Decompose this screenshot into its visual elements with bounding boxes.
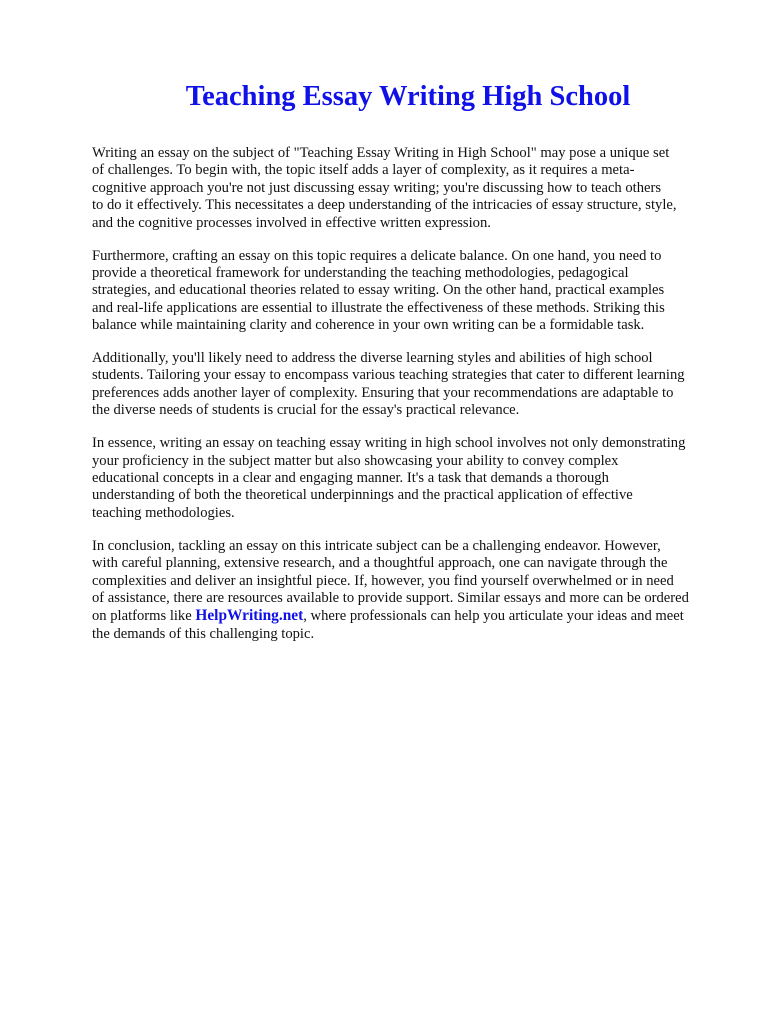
paragraph-essence: In essence, writing an essay on teaching essay writing in high school involves not only demonstrating your proficiency in the subject matter but also showcasing your ability to convey complex educational concepts in a clear and engaging manner. It's a task that demands a thorough understanding of both the theoretical underpinnings and the practical application of effective teaching methodologies. (92, 435, 686, 521)
paragraph-learning-styles: Additionally, you'll likely need to address the diverse learning styles and abilities of high school students. Tailoring your essay to encompass various teaching strategies that cater to different learning preferences adds another layer of complexity. Ensuring that your recommendations are adaptable to the diverse needs of students is crucial for the essay's practical relevance. (92, 350, 685, 419)
paragraph-conclusion (92, 538, 732, 643)
essay-body (92, 145, 732, 659)
page-title: Teaching Essay Writing High School (185, 81, 631, 112)
paragraph-balance: Furthermore, crafting an essay on this topic requires a delicate balance. On one hand, you need to provide a theoretical framework for understanding the teaching methodologies, pedagogical strategies, and educational theories related to essay writing. On the other hand, practical examples and real-life applications are essential to illustrate the effectiveness of these methods. Striking this balance while maintaining clarity and coherence in your own writing can be a formidable task. (92, 247, 665, 334)
conclusion-text-before-link: In conclusion, tackling an essay on this intricate subject can be a challenging endeavor. However, with careful planning, extensive research, and a thoughtful approach, one can navigate through the complexities and deliver an insightful piece. If, however, you find yourself overwhelmed or in need of assistance, there are resources available to provide support. Similar essays and more can be ordered on platforms like (92, 537, 689, 625)
paragraph-intro: Writing an essay on the subject of "Teaching Essay Writing in High School" may pose a unique set of challenges. To begin with, the topic itself adds a layer of complexity, as it requires a meta- cognitive approach you're not just discussing essay writing; you're discussing how to teach others to do it effectively. This necessitates a deep understanding of the intricacies of essay structure, style, and the cognitive processes involved in effective written expression. (92, 145, 677, 231)
helpwriting-link[interactable]: HelpWriting.net (195, 607, 304, 625)
conclusion-text-after-link: , where professionals can help you articulate your ideas and meet the demands of this challenging topic. (92, 608, 684, 642)
